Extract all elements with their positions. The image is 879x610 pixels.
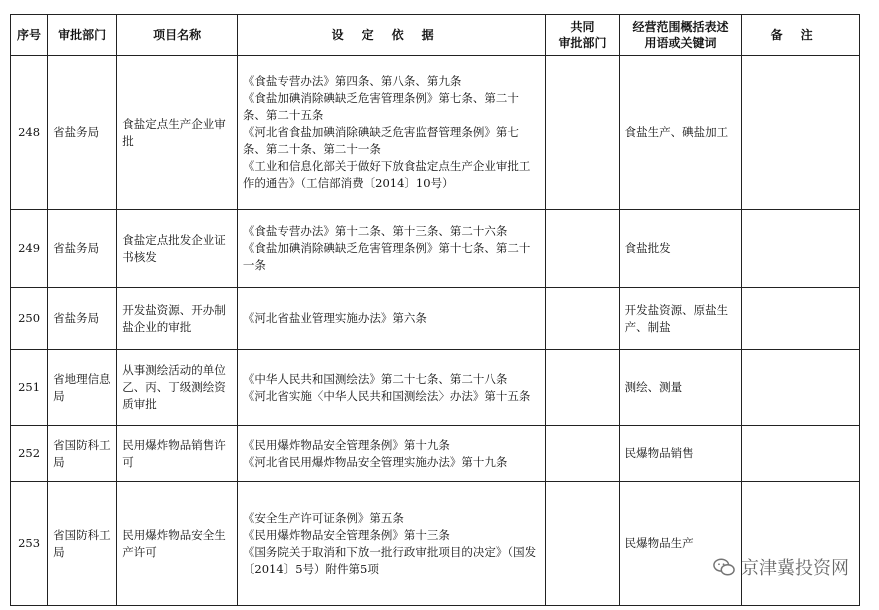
row-dept: 省盐务局	[48, 210, 117, 288]
row-scope: 食盐生产、碘盐加工	[619, 56, 742, 210]
header-no: 序号	[11, 15, 48, 56]
row-basis	[237, 426, 545, 482]
table-row	[11, 210, 860, 288]
table-header-row	[11, 15, 860, 56]
header-basis-text: 设定依据	[331, 28, 452, 42]
row-remark	[742, 350, 860, 426]
row-basis	[237, 288, 545, 350]
header-basis	[237, 15, 545, 56]
header-joint	[546, 15, 619, 56]
basis-line: 《食盐专营办法》第四条、第八条、第九条	[242, 74, 462, 88]
row-no: 250	[11, 288, 48, 350]
row-no: 251	[11, 350, 48, 426]
row-dept: 省国防科工局	[48, 482, 117, 606]
row-scope: 开发盐资源、原盐生产、制盐	[619, 288, 742, 350]
row-no: 249	[11, 210, 48, 288]
row-no: 248	[11, 56, 48, 210]
row-scope: 民爆物品销售	[619, 426, 742, 482]
basis-line: 《安全生产许可证条例》第五条	[242, 510, 404, 525]
basis-line: 《河北省实施〈中华人民共和国测绘法〉办法》第十五条	[242, 388, 531, 403]
row-joint	[546, 350, 619, 426]
header-dept: 审批部门	[48, 15, 117, 56]
row-joint	[546, 56, 619, 210]
table-row	[11, 288, 860, 350]
row-scope: 测绘、测量	[619, 350, 742, 426]
row-name: 食盐定点批发企业证书核发	[117, 210, 238, 288]
basis-line: 《河北省食盐加碘消除碘缺乏危害监督管理条例》第七条、第二十条、第二十一条	[242, 125, 519, 156]
row-joint	[546, 426, 619, 482]
row-no: 253	[11, 482, 48, 606]
header-scope-text: 经营范围概括表述 用语或关键词	[632, 20, 729, 50]
row-joint	[546, 482, 619, 606]
watermark-text: 京津冀投资网	[741, 558, 849, 579]
row-remark	[742, 482, 860, 606]
header-name: 项目名称	[117, 15, 238, 56]
row-dept: 省盐务局	[48, 56, 117, 210]
wechat-icon	[713, 556, 735, 578]
row-name: 民用爆炸物品安全生产许可	[117, 482, 238, 606]
watermark	[713, 554, 849, 580]
row-basis	[237, 482, 545, 606]
row-basis	[237, 350, 545, 426]
header-remark	[742, 15, 860, 56]
row-name: 民用爆炸物品销售许可	[117, 426, 238, 482]
row-dept: 省盐务局	[48, 288, 117, 350]
basis-line: 《中华人民共和国测绘法》第二十七条、第二十八条	[242, 371, 508, 386]
row-remark	[742, 56, 860, 210]
table-row	[11, 482, 860, 606]
table-row	[11, 350, 860, 426]
approval-table	[10, 14, 860, 606]
row-joint	[546, 210, 619, 288]
basis-line: 《河北省民用爆炸物品安全管理实施办法》第十九条	[242, 454, 508, 469]
row-scope: 食盐批发	[619, 210, 742, 288]
row-scope: 民爆物品生产	[619, 482, 742, 606]
row-name: 开发盐资源、开办制盐企业的审批	[117, 288, 238, 350]
header-scope	[619, 15, 742, 56]
basis-line: 《食盐加碘消除碘缺乏危害管理条例》第十七条、第二十一条	[242, 241, 531, 272]
basis-line: 《国务院关于取消和下放一批行政审批项目的决定》（国发〔2014〕5号）附件第5项	[242, 544, 537, 576]
row-dept: 省地理信息局	[48, 350, 117, 426]
row-remark	[742, 288, 860, 350]
basis-line: 《民用爆炸物品安全管理条例》第十三条	[242, 527, 450, 542]
row-name: 从事测绘活动的单位乙、丙、丁级测绘资质审批	[117, 350, 238, 426]
header-remark-text: 备注	[770, 28, 831, 42]
table-row	[11, 56, 860, 210]
basis-line: 《食盐专营办法》第十二条、第十三条、第二十六条	[242, 224, 508, 238]
table-row	[11, 426, 860, 482]
basis-line: 《河北省盐业管理实施办法》第六条	[242, 311, 427, 325]
row-no: 252	[11, 426, 48, 482]
row-joint	[546, 288, 619, 350]
row-dept: 省国防科工局	[48, 426, 117, 482]
row-basis	[237, 56, 545, 210]
row-basis	[237, 210, 545, 288]
row-remark	[742, 210, 860, 288]
basis-line: 《民用爆炸物品安全管理条例》第十九条	[242, 437, 450, 452]
row-remark	[742, 426, 860, 482]
header-joint-text: 共同 审批部门	[558, 20, 607, 50]
row-name: 食盐定点生产企业审批	[117, 56, 238, 210]
basis-line: 《工业和信息化部关于做好下放食盐定点生产企业审批工作的通告》（工信部消费〔2014〕10号）	[242, 159, 531, 190]
basis-line: 《食盐加碘消除碘缺乏危害管理条例》第七条、第二十条、第二十五条	[242, 91, 519, 122]
